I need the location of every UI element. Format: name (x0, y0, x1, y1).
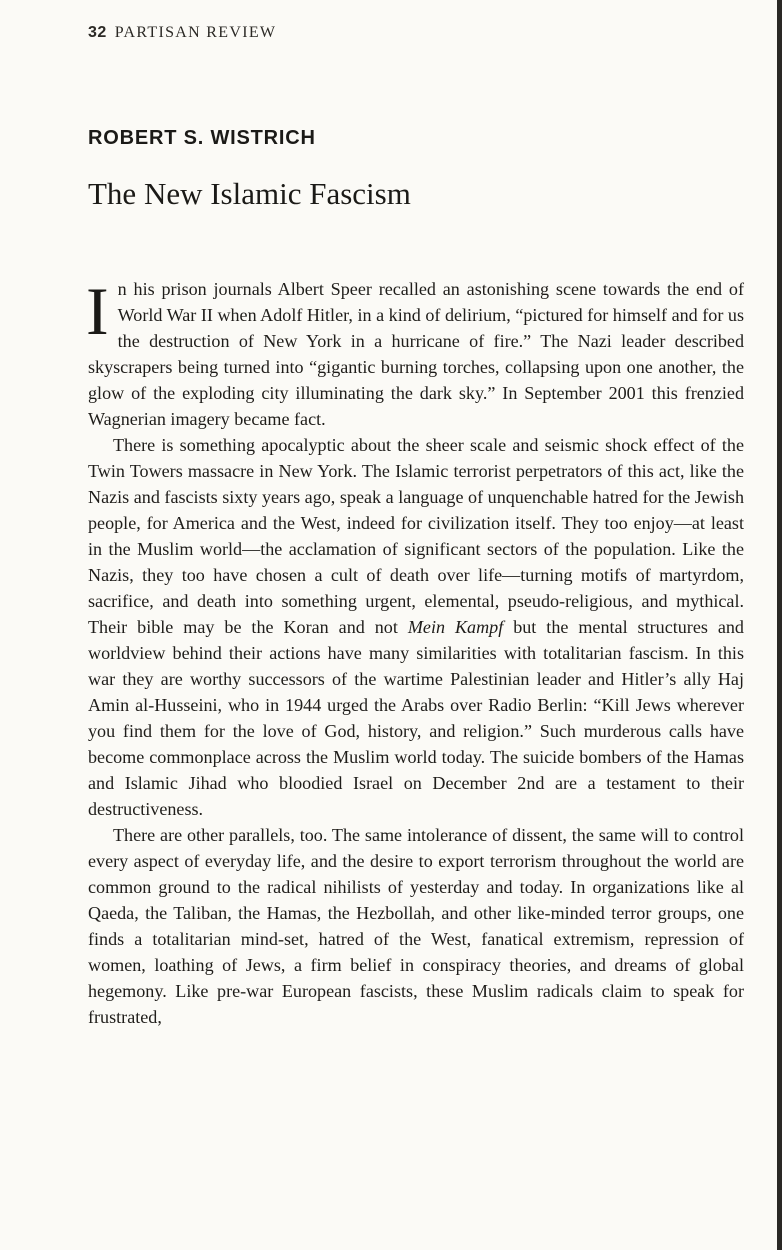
page-edge (777, 0, 782, 1250)
book-title: Mein Kampf (407, 617, 504, 637)
paragraph-text: There is something apocalyptic about the sheer scale and seismic shock effect of the Twin Towers massacre in New York. The Islamic terrorist perpetrators of this act, like the Nazis and fascists sixty years ago, speak a language of unquenchable hatred for the Jewish people, for America and the West, indeed for civilization itself. They too enjoy—at least in the Muslim world—the acclamation of significant sectors of the population. Like the Nazis, they too have chosen a cult of death over life—turning motifs of martyrdom, sacrifice, and death into something urgent, elemental, pseudo-religious, and mythical. Their bible may be the Koran and not (88, 435, 744, 637)
paragraph-text: There are other parallels, too. The same intolerance of dissent, the same will to control every aspect of everyday life, and the desire to export terrorism throughout the world are common ground to the radical nihilists of yesterday and today. In organizations like al Qaeda, the Taliban, the Hamas, the Hezbollah, and other like-minded terror groups, one finds a totalitarian mind-set, hatred of the West, fanatical extremism, repression of women, loathing of Jews, a firm belief in conspiracy theories, and dreams of global hegemony. Like pre-war European fascists, these Muslim radicals claim to speak for frustrated, (88, 825, 744, 1027)
article-author: ROBERT S. WISTRICH (88, 127, 316, 149)
page-number: 32 (88, 24, 107, 41)
paragraph-text: but the mental structures and worldview behind their actions have many similarities with totalitarian fascism. In this war they are worthy successors of the wartime Palestinian leader and Hitler’s ally Haj Amin al-Husseini, who in 1944 urged the Arabs over Radio Berlin: “Kill Jews wherever you find them for the love of God, history, and religion.” Such murderous calls have become commonplace across the Muslim world today. The suicide bombers of the Hamas and Islamic Jihad who bloodied Israel on December 2nd are a testament to their destructiveness. (88, 617, 744, 819)
running-head (88, 24, 276, 42)
paragraph (88, 432, 744, 822)
article-body (86, 273, 744, 1030)
paragraph (86, 273, 744, 432)
journal-name: PARTISAN REVIEW (114, 24, 277, 41)
paragraph-text: n his prison journals Albert Speer recalled an astonishing scene towards the end of World War II when Adolf Hitler, in a kind of delirium, “pictured for himself and for us the destruction of New York in a hurricane of fire.” The Nazi leader described skyscrapers being turned into “gigantic burning torches, collapsing upon one another, the glow of the exploding city illuminating the dark sky.” In September 2001 this frenzied Wagnerian imagery became fact. (88, 279, 744, 429)
paragraph (88, 822, 744, 1030)
article-title: The New Islamic Fascism (88, 176, 411, 211)
drop-cap: I (86, 273, 109, 349)
